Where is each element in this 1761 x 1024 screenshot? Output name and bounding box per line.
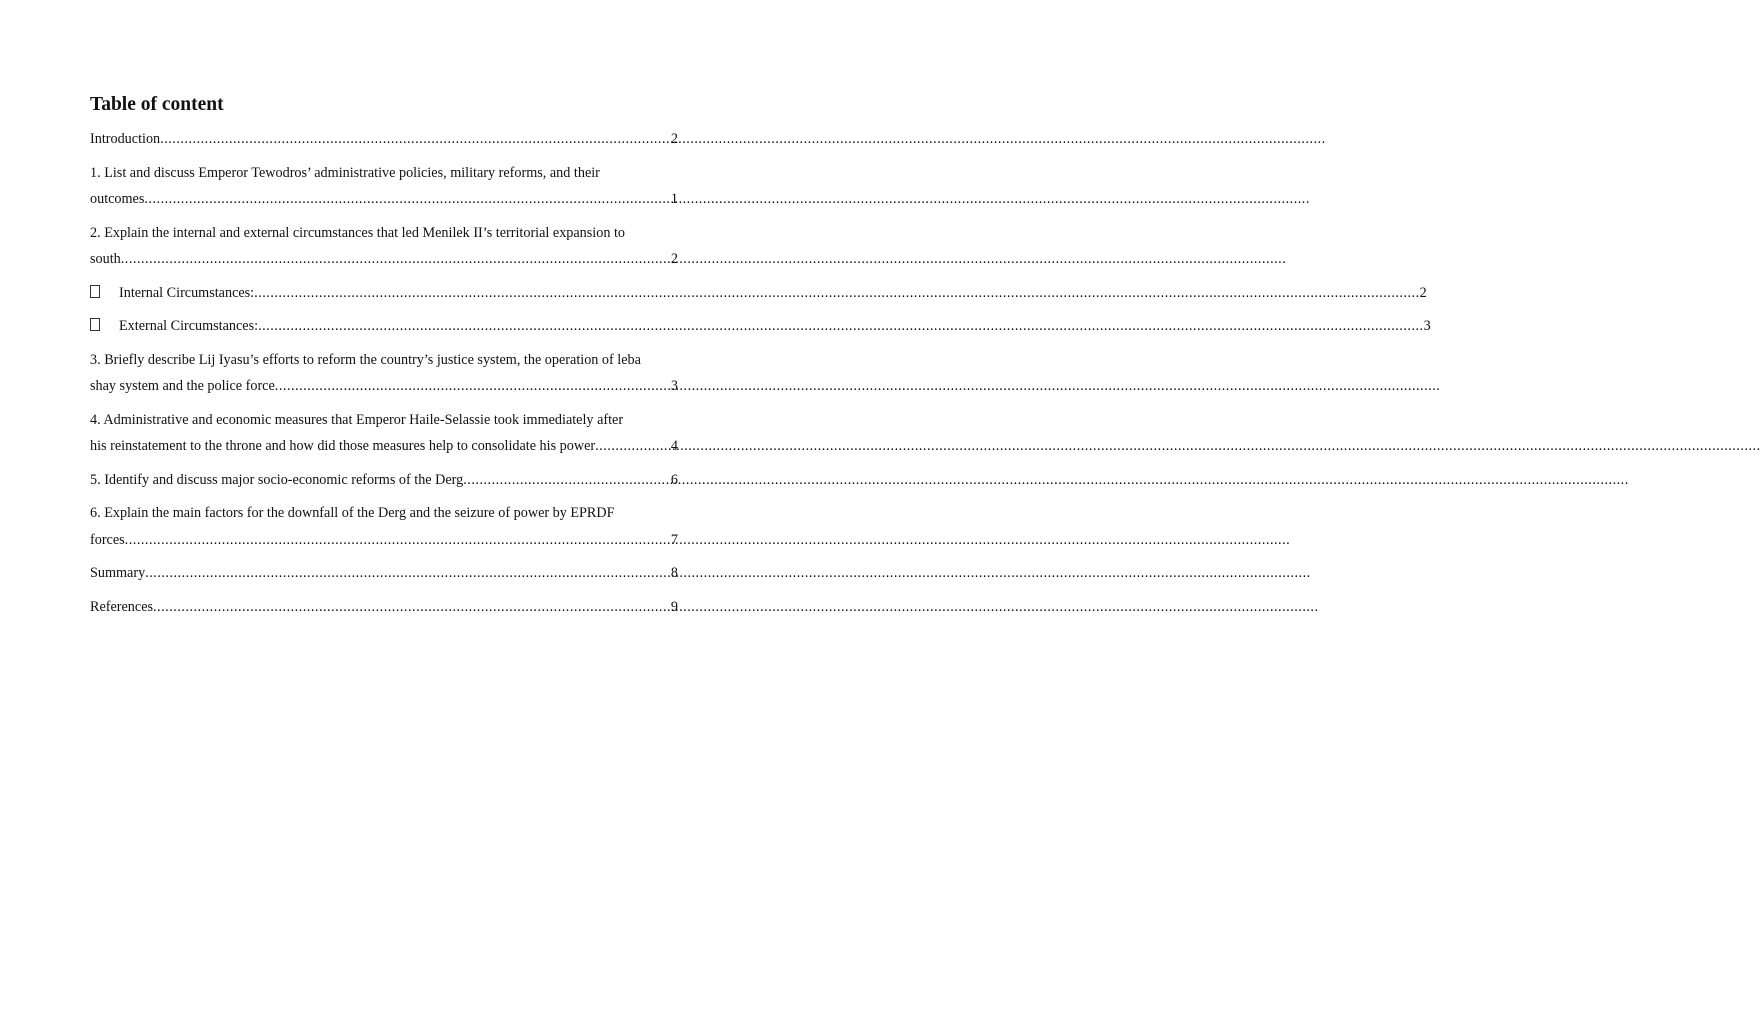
toc-entry-first-line: 2. Explain the internal and external circumstances that led Menilek II’s territorial expansion to [90, 224, 626, 241]
toc-page-number: 3 [1423, 318, 1431, 334]
toc-entry-text: External Circumstances: [119, 318, 259, 334]
toc-entry-first-line: 3. Briefly describe Lij Iyasu’s efforts to reform the country’s justice system, the operation of leba [90, 351, 641, 368]
dot-leader [125, 527, 671, 554]
dot-leader [153, 594, 671, 621]
toc-page-number: 9 [670, 598, 678, 615]
toc-entry-lij-iyasu[interactable] [90, 347, 678, 400]
toc-entry-derg-reforms[interactable] [90, 467, 678, 494]
toc-entry-text: 5. Identify and discuss major socio-economic reforms of the Derg [90, 471, 464, 488]
toc-entry-references[interactable] [90, 594, 678, 621]
toc-entry-text: outcomes [90, 191, 145, 207]
toc-entry-menilek[interactable] [90, 220, 678, 273]
toc-page-number: 3 [670, 378, 678, 394]
toc-title: Table of content [90, 94, 224, 115]
toc-entry-internal-circumstances[interactable] [90, 280, 1427, 307]
toc-entry-text: south [90, 251, 121, 267]
table-of-contents [90, 92, 1431, 627]
dot-leader [121, 246, 671, 273]
dot-leader [145, 560, 671, 587]
toc-page-number: 2 [670, 131, 678, 147]
toc-page-number: 2 [1419, 284, 1427, 301]
toc-entry-first-line: 6. Explain the main factors for the downfall of the Derg and the seizure of power by EPRDF [90, 505, 615, 521]
toc-entry-first-line: 4. Administrative and economic measures that Emperor Haile-Selassie took immediately after [90, 411, 624, 428]
toc-page-number: 8 [670, 565, 678, 581]
toc-entry-text: References [90, 598, 154, 615]
toc-page-number: 2 [670, 251, 678, 267]
toc-entry-text: forces [90, 531, 125, 548]
toc-entry-text: Introduction [90, 131, 161, 147]
dot-leader [160, 126, 671, 153]
toc-entry-haile-selassie[interactable] [90, 407, 678, 460]
toc-entry-text: Internal Circumstances: [119, 284, 255, 301]
dot-leader [463, 467, 671, 494]
bullet-box-icon [90, 285, 100, 298]
dot-leader [275, 373, 671, 400]
toc-entry-external-circumstances[interactable] [90, 313, 1431, 340]
toc-entry-summary[interactable] [90, 560, 678, 587]
toc-entry-text: Summary [90, 565, 146, 581]
dot-leader [144, 186, 671, 213]
toc-entry-text: shay system and the police force [90, 378, 275, 394]
bullet-box-icon [90, 318, 100, 331]
toc-entry-tewodros[interactable] [90, 160, 678, 213]
toc-page-number: 4 [670, 438, 678, 454]
toc-entry-first-line: 1. List and discuss Emperor Tewodros’ administrative policies, military reforms, and their [90, 164, 600, 181]
toc-page-number: 6 [670, 471, 678, 488]
dot-leader [254, 280, 1420, 307]
dot-leader [258, 313, 1424, 340]
toc-entry-derg-downfall[interactable] [90, 500, 678, 553]
toc-page-number: 7 [670, 531, 678, 548]
toc-page-number: 1 [670, 191, 678, 207]
toc-entry-introduction[interactable] [90, 126, 678, 153]
dot-leader [595, 433, 671, 460]
toc-entry-text: his reinstatement to the throne and how did those measures help to consolidate his power [90, 438, 596, 454]
